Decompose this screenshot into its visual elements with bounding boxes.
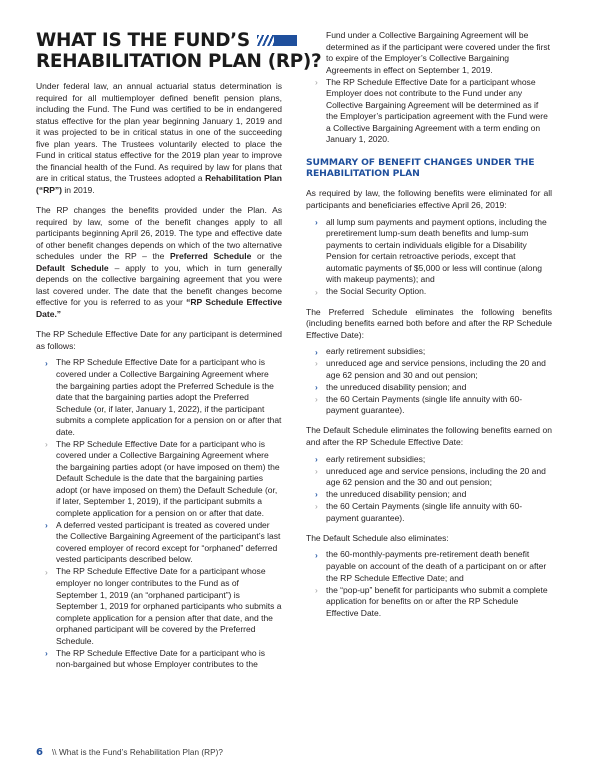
hatch-pattern-icon [257,35,274,46]
left-column [36,30,322,730]
chevron-right-icon: › [315,465,318,476]
list-item [36,520,282,566]
list-item [306,286,552,298]
list-item [306,77,552,146]
list-item [306,585,552,620]
list-item [306,346,552,358]
left-paragraph-2-text-b: or the [251,251,282,262]
right-column [306,30,552,730]
preferred-schedule-term: Preferred Schedule [170,251,252,262]
chevron-right-icon: › [315,216,318,227]
list-item-text: unreduced age and service pensions, including the 20 and age 62 pension and the 30 and out pension; [326,465,546,488]
list-item [306,358,552,381]
list-item [306,549,552,584]
list-item [306,454,552,466]
list-item [306,489,552,501]
list-item-text: all lump sum payments and payment options, including the preretirement lump-sum death benefits and lump-sum payments to certain individuals eligible for a Disability Pension for certain retroactive periods, except that automatic payments of $5,000 or less will continue (along with makeup payments); and [326,216,547,285]
chevron-right-icon: › [315,393,318,404]
list-item-text: early retirement subsidies; [326,346,426,357]
heading-decorative-bar [257,35,297,46]
two-column-layout [36,30,564,730]
chevron-right-icon: › [315,584,318,595]
chevron-right-icon: › [315,346,318,357]
left-paragraph-1 [36,81,282,196]
right-continued-bullet-list [306,30,552,146]
preferred-schedule-list [306,346,552,416]
list-item-text: The RP Schedule Effective Date for a participant who is covered under a Collective Bargaining Agreement where the bargaining parties adopt the Preferred Schedule is the date that the bargaining parties adopt the Preferred Schedule (or, if later, January 1, 2022), if the participant submits a complete application for a pension on or after that date. [56,357,282,437]
footer-title [52,748,223,757]
list-item-text: Fund under a Collective Bargaining Agreement will be determined as if the participant were covered under the first to expire of the Employer’s Collective Bargaining Agreements in effect on September 1, 2019. [326,30,550,75]
list-item-text: A deferred vested participant is treated as covered under the Collective Bargaining Agreement of the participant’s last covered employer of record except for “orphaned” deferred vested participants described below. [56,519,281,565]
chevron-right-icon: › [45,647,48,658]
list-item-text: the unreduced disability pension; and [326,381,467,392]
list-item-text: unreduced age and service pensions, including the 20 and age 62 pension and 30 and out pension; [326,358,546,380]
list-item-text: The RP Schedule Effective Date for a participant whose Employer does not contribute to the Fund under any Collective Bargaining Agreement will be determined as if the Employer’s participation agreement with the Fund were a Collective Bargaining Agreement with a term ending on January 1, 2020. [326,76,548,145]
left-paragraph-2-text-a: The RP changes the benefits provided under the Plan. As required by law, some of the benefit changes apply to all participants beginning April 26, 2019. The type and effective date of other benefit changes depends on which of the two alternative schedules under the RP – the [36,205,282,262]
list-item [306,501,552,524]
list-item-text: The RP Schedule Effective Date for a participant whose employer no longer contributes to the Fund as of September 1, 2019 (an “orphaned participant”) is September 1, 2019 for orphaned participants who submits a complete application for a pension after that date, and the orphaned participant will be covered by the Preferred Schedule. [56,566,282,646]
footer-page-number: 6 [36,747,43,758]
page-title-text-line-1: WHAT IS THE FUND’S [36,30,250,51]
list-item [36,566,282,647]
rp-schedule-effective-date-term: “RP Schedule Effective Date.” [36,297,282,319]
list-item [306,466,552,489]
list-item-text: the 60-monthly-payments pre-retirement death benefit payable on account of the death of a participant on or after the RP Schedule Effective Date; and [326,549,547,583]
default-schedule-also-intro: The Default Schedule also eliminates: [306,532,449,543]
chevron-right-icon: › [45,438,48,449]
list-item [36,648,282,671]
section-subheading [306,157,552,180]
page-title-line-1 [36,30,282,51]
left-paragraph-1-text: Under federal law, an annual actuarial status determination is required for all multiemployer defined benefit pension plans, including the Fund. The Fund was certified to be in endangered status effective for the plan year beginning January 1, 2019 and it was projected to be in critical status in one of the succeeding five plan years. The Trustees voluntarily elected to place the Fund in critical status effective for the 2019 plan year to improve the financial health of the Fund. As required by law for plans that are in critical status, the Trustees adopted a [36,81,282,184]
page-title [36,30,322,72]
section-subheading-line-2: REHABILITATION PLAN [306,168,420,180]
chevron-right-icon: › [315,358,318,369]
preferred-schedule-intro: The Preferred Schedule eliminates the following benefits (including benefits earned both before and after the RP Schedule Effective Date): [306,306,552,340]
left-paragraph-1-bold: Rehabilitation Plan (“RP”) [36,173,282,195]
list-item-text: the unreduced disability pension; and [326,489,467,500]
list-item-text: the 60 Certain Payments (single life annuity with 60-payment guarantee). [326,501,523,523]
default-schedule-intro: The Default Schedule eliminates the following benefits earned on and after the RP Schedule Effective Date: [306,425,552,447]
left-paragraph-2-text-c: – apply to you, which in turn generally depends on the collective bargaining agreement that you were last covered under. The date that the benefit changes become effective for you is referred to as your [36,262,282,308]
list-item [306,394,552,417]
left-bullet-list [36,357,282,670]
list-item [36,357,282,438]
footer-title-text: What is the Fund’s Rehabilitation Plan (RP)? [58,748,224,757]
list-item [306,382,552,394]
list-item-text: The RP Schedule Effective Date for a participant who is covered under a Collective Bargaining Agreement where the bargaining parties adopt (or have imposed on them) the Default Schedule is the date that the bargaining parties adopt (or have imposed on them) the Default Schedule (or, if later, September 1, 2019), if the participant submits a complete application for a pension on or after that date. [56,438,280,518]
chevron-right-icon: › [45,357,48,368]
chevron-right-icon: › [315,489,318,500]
list-item-continuation [306,30,552,76]
chevron-right-icon: › [315,549,318,560]
left-paragraph-1-tail: in 2019. [62,184,95,195]
default-schedule-also-list [306,549,552,619]
list-item [36,439,282,520]
page-footer [36,747,223,758]
chevron-right-icon: › [315,501,318,512]
eliminated-benefits-list [306,217,552,298]
left-paragraph-3: The RP Schedule Effective Date for any participant is determined as follows: [36,329,282,351]
chevron-right-icon: › [45,520,48,531]
section-subheading-line-1: SUMMARY OF BENEFIT CHANGES UNDER THE [306,156,535,168]
list-item-text: the “pop-up” benefit for participants who submit a complete application for benefits on or after the RP Schedule Effective Date. [326,584,548,618]
page-title-text-line-2: REHABILITATION PLAN (RP)? [36,51,322,72]
footer-separator: \\ [51,748,57,757]
list-item [306,217,552,286]
solid-bar [274,35,297,46]
chevron-right-icon: › [315,381,318,392]
default-schedule-term: Default Schedule [36,262,109,273]
default-schedule-list [306,454,552,524]
chevron-right-icon: › [315,286,318,297]
list-item-text: The RP Schedule Effective Date for a participant who is non-bargained but whose Employer contributes to the [56,647,266,670]
chevron-right-icon: › [315,453,318,464]
list-item-text: the 60 Certain Payments (single life annuity with 60-payment guarantee). [326,393,523,416]
list-item-text: early retirement subsidies; [326,453,426,464]
chevron-right-icon: › [45,566,48,577]
right-intro-paragraph: As required by law, the following benefits were eliminated for all participants and beneficiaries effective April 26, 2019: [306,188,552,210]
list-item-text: the Social Security Option. [326,286,427,297]
left-paragraph-2 [36,205,282,320]
chevron-right-icon: › [315,76,318,87]
